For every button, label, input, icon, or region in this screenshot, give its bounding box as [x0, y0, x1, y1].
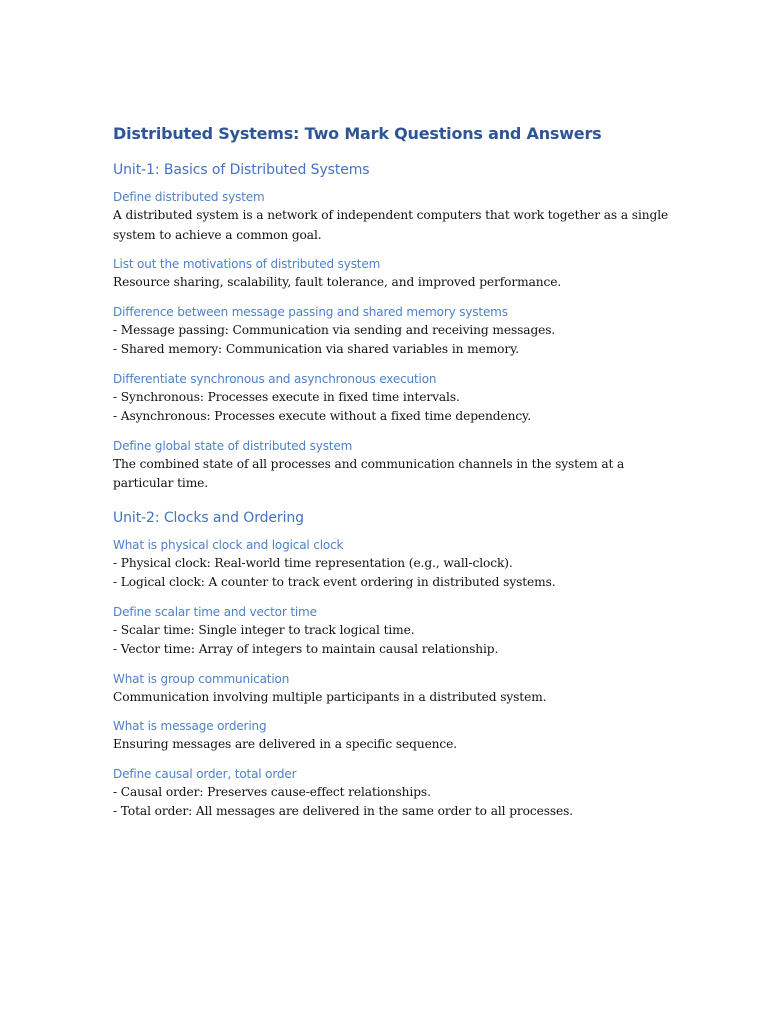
answer-line: - Logical clock: A counter to track event ordering in distributed systems.: [113, 575, 556, 589]
question-heading: What is group communication: [113, 671, 290, 686]
qa-item: [113, 437, 673, 494]
question-heading: What is message ordering: [113, 719, 267, 733]
answer-line: - Causal order: Preserves cause-effect relationships.: [113, 784, 431, 799]
answer-line: Communication involving multiple participants in a distributed system.: [113, 689, 547, 704]
answer-line: particular time.: [113, 476, 209, 490]
answer-line: Resource sharing, scalability, fault tolerance, and improved performance.: [113, 275, 562, 289]
qa-item: [113, 765, 673, 822]
answer-line: - Message passing: Communication via sending and receiving messages.: [113, 322, 556, 337]
question-heading: Define scalar time and vector time: [113, 604, 317, 619]
qa-item: [113, 188, 673, 245]
question-heading: What is physical clock and logical clock: [113, 537, 344, 552]
question-heading: Define distributed system: [113, 190, 265, 204]
qa-item: [113, 255, 673, 293]
qa-item: [113, 303, 673, 360]
answer-line: system to achieve a common goal.: [113, 227, 322, 242]
qa-item: [113, 370, 673, 427]
answer-line: - Shared memory: Communication via shared variables in memory.: [113, 342, 520, 356]
answer-line: - Synchronous: Processes execute in fixed time intervals.: [113, 389, 460, 404]
unit-heading: Unit-2: Clocks and Ordering: [113, 509, 304, 526]
question-heading: Define global state of distributed system: [113, 438, 353, 453]
question-heading: Differentiate synchronous and asynchronous execution: [113, 371, 437, 386]
question-heading: Difference between message passing and shared memory systems: [113, 304, 508, 319]
unit-section-1: [113, 160, 673, 494]
qa-item: [113, 603, 673, 660]
answer-line: - Vector time: Array of integers to maintain causal relationship.: [113, 642, 499, 656]
answer-line: A distributed system is a network of independent computers that work together as a single: [113, 208, 669, 222]
qa-item: [113, 670, 673, 708]
answer-line: - Physical clock: Real-world time representation (e.g., wall-clock).: [113, 555, 513, 570]
unit-heading: Unit-1: Basics of Distributed Systems: [113, 162, 370, 178]
unit-section-2: [113, 508, 673, 822]
document-page: [113, 122, 673, 832]
document-title: Distributed Systems: Two Mark Questions and Answers: [113, 124, 602, 143]
qa-item: [113, 717, 673, 755]
answer-line: - Total order: All messages are delivered in the same order to all processes.: [113, 804, 574, 818]
answer-line: - Asynchronous: Processes execute without a fixed time dependency.: [113, 409, 531, 423]
answer-line: - Scalar time: Single integer to track logical time.: [113, 622, 415, 637]
answer-line: Ensuring messages are delivered in a specific sequence.: [113, 737, 458, 751]
question-heading: Define causal order, total order: [113, 766, 297, 781]
qa-item: [113, 536, 673, 593]
question-heading: List out the motivations of distributed system: [113, 257, 381, 271]
answer-line: The combined state of all processes and communication channels in the system at a: [113, 456, 625, 471]
